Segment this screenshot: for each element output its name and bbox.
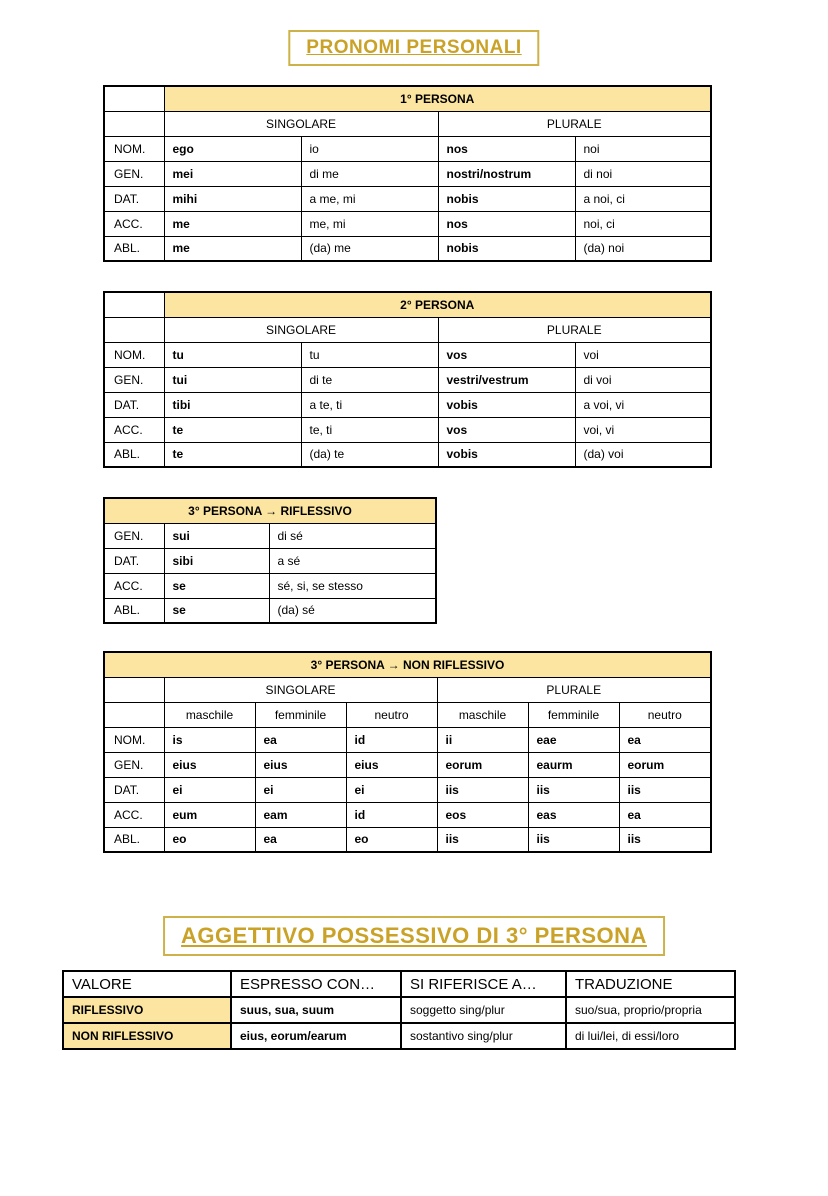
italian-plural: a noi, ci	[575, 186, 711, 211]
table-row	[104, 186, 711, 211]
traduzione-cell: suo/sua, proprio/propria	[566, 997, 735, 1023]
table-row	[104, 523, 436, 548]
singolare-header: SINGOLARE	[164, 677, 437, 702]
gender-label: maschile	[164, 702, 255, 727]
column-header: ESPRESSO CON…	[231, 971, 401, 997]
case-label: NOM.	[104, 136, 164, 161]
italian-translation: a sé	[269, 548, 436, 573]
pronoun-cell: iis	[528, 777, 619, 802]
pronoun-cell: eos	[437, 802, 528, 827]
case-label: GEN.	[104, 161, 164, 186]
column-header: TRADUZIONE	[566, 971, 735, 997]
case-label: ABL.	[104, 236, 164, 261]
subheader-row	[104, 317, 711, 342]
pronoun-cell: eo	[346, 827, 437, 852]
italian-translation: di sé	[269, 523, 436, 548]
latin-singular: ego	[164, 136, 301, 161]
table-row	[104, 573, 436, 598]
pronoun-cell: eius	[255, 752, 346, 777]
latin-singular: mihi	[164, 186, 301, 211]
traduzione-cell: di lui/lei, di essi/loro	[566, 1023, 735, 1049]
gender-label: maschile	[437, 702, 528, 727]
case-label: ABL.	[104, 598, 164, 623]
pronoun-cell: ea	[255, 727, 346, 752]
italian-plural: voi	[575, 342, 711, 367]
table-title: 1° PERSONA	[164, 86, 711, 111]
case-label: DAT.	[104, 777, 164, 802]
italian-plural: a voi, vi	[575, 392, 711, 417]
table-row	[104, 236, 711, 261]
gender-label: neutro	[346, 702, 437, 727]
title-box-aggettivo	[163, 916, 665, 956]
case-label: ACC.	[104, 802, 164, 827]
valore-cell: NON RIFLESSIVO	[63, 1023, 231, 1049]
table-title: 3° PERSONA → RIFLESSIVO	[104, 498, 436, 523]
pronoun-cell: ei	[255, 777, 346, 802]
italian-plural: (da) noi	[575, 236, 711, 261]
table-row	[104, 211, 711, 236]
italian-translation: (da) sé	[269, 598, 436, 623]
column-header: VALORE	[63, 971, 231, 997]
pronoun-cell: eo	[164, 827, 255, 852]
pronoun-cell: eas	[528, 802, 619, 827]
nonriflessivo-table	[103, 651, 712, 853]
italian-singular: io	[301, 136, 438, 161]
latin-plural: nostri/nostrum	[438, 161, 575, 186]
italian-singular: di te	[301, 367, 438, 392]
espresso-cell: suus, sua, suum	[231, 997, 401, 1023]
latin-plural: vobis	[438, 442, 575, 467]
italian-plural: di voi	[575, 367, 711, 392]
header-row	[104, 498, 436, 523]
case-label: NOM.	[104, 342, 164, 367]
case-label: ACC.	[104, 417, 164, 442]
table-row	[104, 417, 711, 442]
gender-label: femminile	[528, 702, 619, 727]
latin-singular: te	[164, 417, 301, 442]
italian-translation: sé, si, se stesso	[269, 573, 436, 598]
case-label: GEN.	[104, 367, 164, 392]
valore-cell: RIFLESSIVO	[63, 997, 231, 1023]
plurale-header: PLURALE	[438, 317, 711, 342]
latin-plural: nobis	[438, 236, 575, 261]
latin-form: se	[164, 573, 269, 598]
latin-singular: me	[164, 211, 301, 236]
table-row	[104, 442, 711, 467]
pronoun-cell: iis	[619, 777, 711, 802]
italian-plural: noi	[575, 136, 711, 161]
italian-plural: noi, ci	[575, 211, 711, 236]
corner-cell	[104, 86, 164, 111]
table-row	[104, 598, 436, 623]
table-row	[104, 548, 436, 573]
table-row	[104, 827, 711, 852]
latin-plural: vos	[438, 417, 575, 442]
pronoun-cell: eorum	[619, 752, 711, 777]
subheader-row	[104, 677, 711, 702]
singolare-header: SINGOLARE	[164, 111, 438, 136]
latin-singular: mei	[164, 161, 301, 186]
header-row	[104, 292, 711, 317]
italian-singular: (da) te	[301, 442, 438, 467]
latin-singular: tui	[164, 367, 301, 392]
italian-plural: (da) voi	[575, 442, 711, 467]
table-row	[104, 802, 711, 827]
header-row	[104, 86, 711, 111]
pronoun-cell: iis	[619, 827, 711, 852]
latin-singular: me	[164, 236, 301, 261]
case-label: ACC.	[104, 573, 164, 598]
pronoun-cell: eum	[164, 802, 255, 827]
pronoun-cell: iis	[437, 777, 528, 802]
corner-cell	[104, 702, 164, 727]
italian-plural: voi, vi	[575, 417, 711, 442]
pronoun-cell: iis	[528, 827, 619, 852]
corner-cell	[104, 677, 164, 702]
singolare-header: SINGOLARE	[164, 317, 438, 342]
gender-row	[104, 702, 711, 727]
header-row	[63, 971, 735, 997]
case-label: GEN.	[104, 523, 164, 548]
plurale-header: PLURALE	[438, 111, 711, 136]
table-row	[104, 727, 711, 752]
corner-cell	[104, 111, 164, 136]
table-row	[104, 367, 711, 392]
pronoun-cell: ei	[346, 777, 437, 802]
pronoun-cell: eae	[528, 727, 619, 752]
table-row	[104, 342, 711, 367]
table-row	[104, 161, 711, 186]
italian-singular: (da) me	[301, 236, 438, 261]
title-box-pronomi	[288, 30, 539, 66]
latin-singular: te	[164, 442, 301, 467]
plurale-header: PLURALE	[437, 677, 711, 702]
case-label: ABL.	[104, 442, 164, 467]
pronoun-cell: ea	[255, 827, 346, 852]
table-row	[104, 136, 711, 161]
pronoun-cell: iis	[437, 827, 528, 852]
pronoun-cell: ii	[437, 727, 528, 752]
table-row	[63, 997, 735, 1023]
corner-cell	[104, 292, 164, 317]
persona2-table	[103, 291, 712, 468]
italian-singular: a te, ti	[301, 392, 438, 417]
italian-singular: te, ti	[301, 417, 438, 442]
corner-cell	[104, 317, 164, 342]
page-title: PRONOMI PERSONALI	[306, 37, 522, 58]
pronoun-cell: ea	[619, 727, 711, 752]
italian-singular: a me, mi	[301, 186, 438, 211]
latin-singular: tibi	[164, 392, 301, 417]
case-label: ACC.	[104, 211, 164, 236]
italian-singular: me, mi	[301, 211, 438, 236]
latin-form: se	[164, 598, 269, 623]
pronoun-cell: id	[346, 727, 437, 752]
section-title: AGGETTIVO POSSESSIVO DI 3° PERSONA	[181, 923, 647, 948]
riferisce-cell: soggetto sing/plur	[401, 997, 566, 1023]
latin-plural: vobis	[438, 392, 575, 417]
latin-plural: nos	[438, 211, 575, 236]
latin-form: sui	[164, 523, 269, 548]
latin-singular: tu	[164, 342, 301, 367]
case-label: DAT.	[104, 548, 164, 573]
header-row	[104, 652, 711, 677]
pronoun-cell: is	[164, 727, 255, 752]
italian-plural: di noi	[575, 161, 711, 186]
table-row	[104, 752, 711, 777]
latin-plural: nos	[438, 136, 575, 161]
gender-label: neutro	[619, 702, 711, 727]
riferisce-cell: sostantivo sing/plur	[401, 1023, 566, 1049]
table-row	[63, 1023, 735, 1049]
case-label: DAT.	[104, 186, 164, 211]
pronoun-cell: eam	[255, 802, 346, 827]
table-title: 2° PERSONA	[164, 292, 711, 317]
case-label: GEN.	[104, 752, 164, 777]
pronoun-cell: eaurm	[528, 752, 619, 777]
pronoun-cell: eius	[164, 752, 255, 777]
table-row	[104, 392, 711, 417]
latin-plural: vestri/vestrum	[438, 367, 575, 392]
pronoun-cell: id	[346, 802, 437, 827]
latin-plural: vos	[438, 342, 575, 367]
riflessivo-table	[103, 497, 437, 624]
italian-singular: tu	[301, 342, 438, 367]
case-label: DAT.	[104, 392, 164, 417]
possessivo-table	[62, 970, 736, 1050]
italian-singular: di me	[301, 161, 438, 186]
latin-plural: nobis	[438, 186, 575, 211]
subheader-row	[104, 111, 711, 136]
latin-form: sibi	[164, 548, 269, 573]
case-label: ABL.	[104, 827, 164, 852]
pronoun-cell: ea	[619, 802, 711, 827]
table-row	[104, 777, 711, 802]
gender-label: femminile	[255, 702, 346, 727]
pronoun-cell: eorum	[437, 752, 528, 777]
persona1-table	[103, 85, 712, 262]
column-header: SI RIFERISCE A…	[401, 971, 566, 997]
pronoun-cell: ei	[164, 777, 255, 802]
pronoun-cell: eius	[346, 752, 437, 777]
case-label: NOM.	[104, 727, 164, 752]
table-title: 3° PERSONA → NON RIFLESSIVO	[104, 652, 711, 677]
espresso-cell: eius, eorum/earum	[231, 1023, 401, 1049]
